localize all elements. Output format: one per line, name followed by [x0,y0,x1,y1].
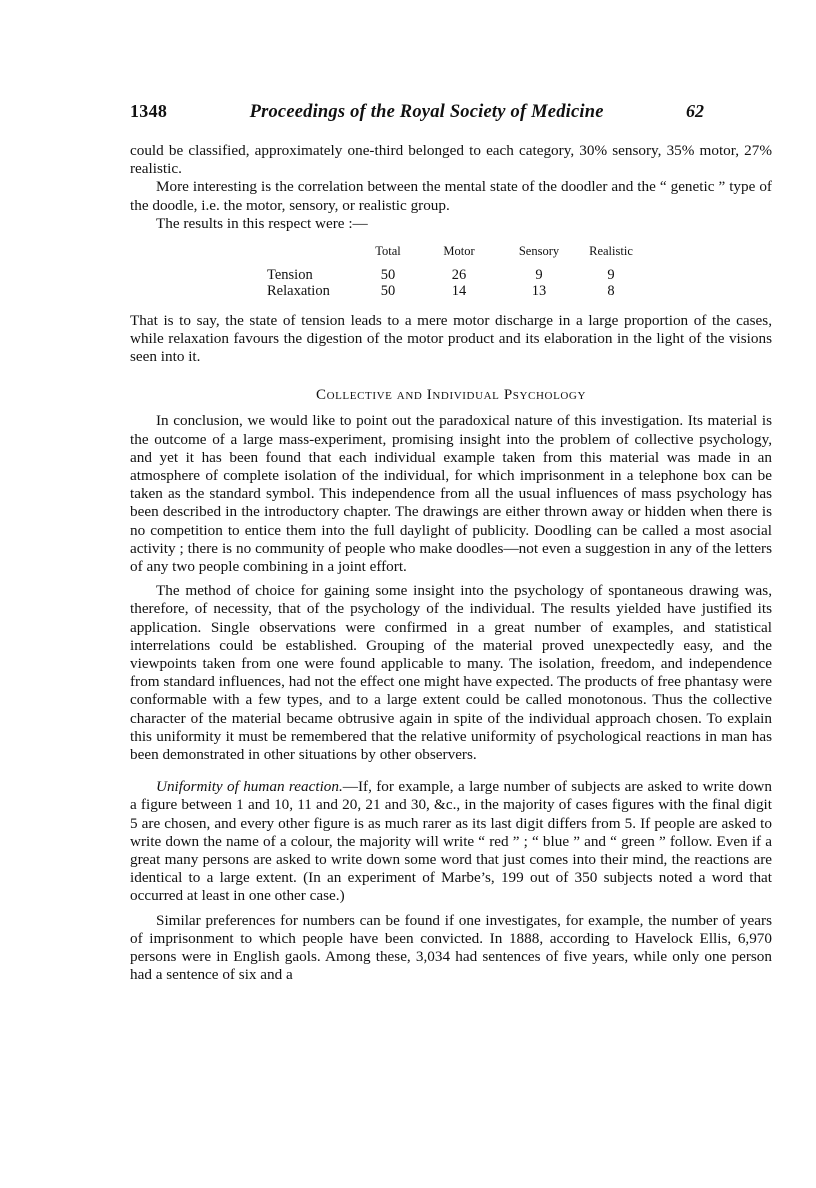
column-header-motor: Motor [443,244,475,259]
cell-total: 50 [380,283,396,300]
cell-total: 50 [380,266,396,283]
cell-motor: 14 [451,283,467,300]
paragraph-correlation: More interesting is the correlation between the mental state of the doodler and the “ genetic ” type of the doodle, i.e. the motor, sensory, or realistic group. [130,178,772,214]
journal-title: Proceedings of the Royal Society of Medicine [249,102,604,122]
row-label: Tension [267,266,313,283]
paragraph-continued: could be classified, approximately one-third belonged to each category, 30% sensory, 35% motor, 27% realistic. [130,142,772,178]
running-header [130,101,704,123]
cell-motor: 26 [451,266,467,283]
paragraph-interpretation: That is to say, the state of tension leads to a mere motor discharge in a large proportion of the cases, while relaxation favours the digestion of the motor product and its elaboration in the light of the visions seen into it. [130,311,772,365]
results-table-corner [267,243,357,267]
column-header-total: Total [375,244,401,259]
paragraph-preferences: Similar preferences for numbers can be found if one investigates, for example, the number of years of imprisonment to which people have been convicted. In 1888, according to Havelock Ellis, 6,970 persons were in English gaols. Among these, 3,034 had sentences of five years, while only one person had a sentence of six and a [130,911,772,984]
page-number: 1348 [130,101,168,121]
paragraph-results-intro: The results in this respect were :— [156,214,368,232]
article-body [130,142,772,984]
results-table [267,243,643,300]
table-row-relaxation [267,283,643,300]
paragraph-uniformity [130,778,772,905]
column-header-realistic: Realistic [589,244,633,259]
cell-sensory: 13 [531,283,547,300]
row-label: Relaxation [267,283,330,300]
table-row-tension [267,267,643,284]
column-header-sensory: Sensory [518,244,560,259]
paragraph-method: The method of choice for gaining some insight into the psychology of spontaneous drawing was, therefore, of necessity, that of the psychology of the individual. The results yielded have justified its application. Single observations were confirmed in a great number of examples, and statistical interrelations could be established. Grouping of the material proved unexpectedly easy, and the viewpoints taken from one were found applicable to many. The isolation, freedom, and independence from standard influences, had not the effect one might have expected. The products of free phantasy were conformable with a few types, and to a large extent could be called monotonous. Thus the collective character of the material became obtrusive again in spite of the individual approach chosen. To explain this uniformity it must be remembered that the relative uniformity of psychological reactions in man has been demonstrated in other situations by other observers. [130,582,772,763]
paragraph-lead-italic: Uniformity of human reaction. [156,778,343,796]
cell-realistic: 8 [607,283,615,300]
cell-sensory: 9 [535,266,543,283]
volume-number: 62 [686,101,704,121]
paragraph-conclusion: In conclusion, we would like to point out the paradoxical nature of this investigation. Its material is the outcome of a large mass-experiment, promising insight into the problem of collective psychology, and yet it has been found that each individual example taken from this material was made in an atmosphere of complete isolation of the individual, for which imprisonment in a telephone box can be taken as the standard symbol. This independence from all the usual influences of mass psychology has been described in the introductory chapter. The drawings are either thrown away or hidden when there is no competition to entice them into the full daylight of publicity. Doodling can be called a most asocial activity ; there is no community of people who make doodles—not even a suggestion in any of the letters of any two people combining in a joint effort. [130,412,772,575]
cell-realistic: 9 [607,266,615,283]
section-heading: Collective and Individual Psychology [315,387,587,404]
paragraph-uniformity-text: —If, for example, a large number of subjects are asked to write down a figure between 1 and 10, 11 and 20, 21 and 30, &c., in the majority of cases figures with the final digit 5 are chosen, and every other figure is as much rarer as its last digit differs from 5. If people are asked to write down the name of a colour, the majority will write “ red ” ; “ blue ” and “ green ” follow. Even if a great many persons are asked to write down some word that just comes into their mind, the reactions are identical to a large extent. (In an experiment of Marbe’s, 199 out of 350 subjects noted a word that occurred at least in one other case.) [130,778,772,905]
results-table-header-row [267,243,643,267]
